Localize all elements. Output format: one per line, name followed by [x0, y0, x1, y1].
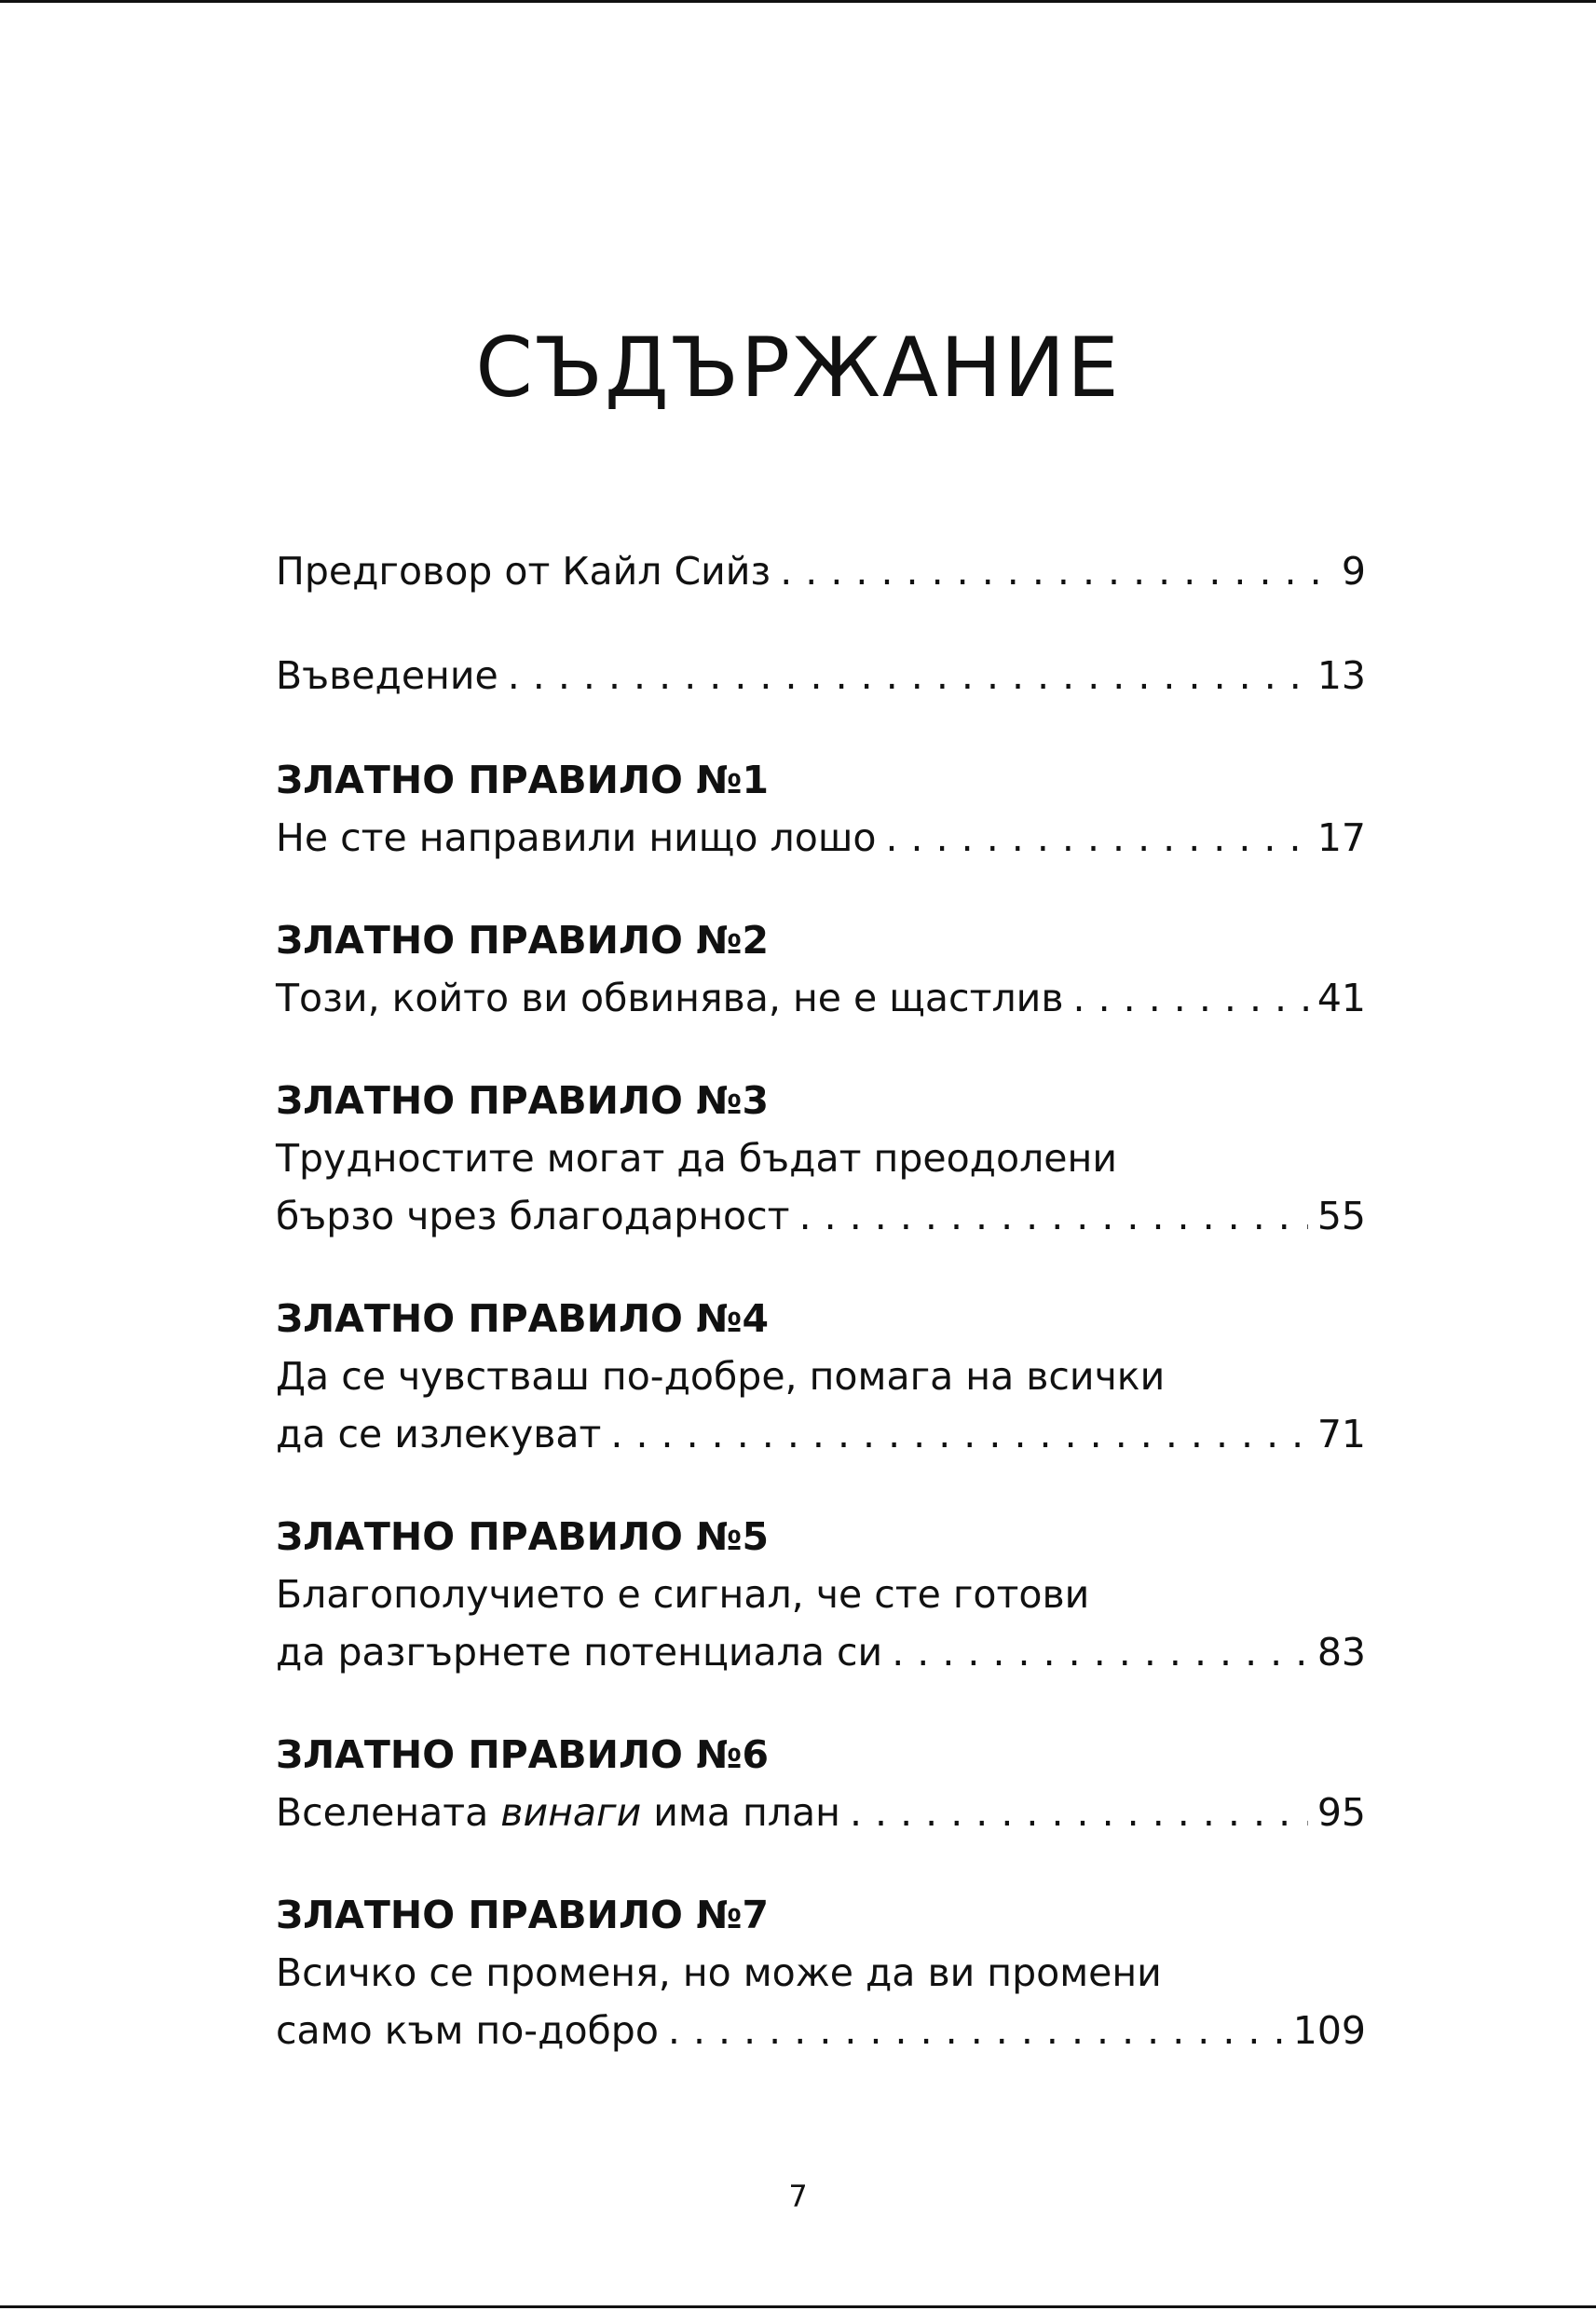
dot-leader: [668, 2002, 1284, 2059]
toc-entry-rule-3: [276, 1072, 1366, 1245]
toc-entry-introduction: [276, 647, 1366, 704]
toc-row[interactable]: [276, 2002, 1366, 2059]
toc-entry-title-line: Да се чувстваш по-добре, помага на всички: [276, 1354, 1166, 1399]
dot-leader: [885, 809, 1307, 867]
bottom-rule: [0, 2305, 1596, 2308]
toc-entry-title: Този, който ви обвинява, не е щастлив: [276, 976, 1064, 1020]
title-part: има план: [641, 1790, 840, 1835]
toc-chapter-heading: ЗЛАТНО ПРАВИЛО №5: [276, 1514, 770, 1559]
dot-leader: [799, 1187, 1308, 1245]
toc-entry-title-line: Благополучието е сигнал, че сте готови: [276, 1572, 1090, 1617]
toc-entry-title-line: Трудностите могат да бъдат преодолени: [276, 1136, 1117, 1181]
dot-leader: [610, 1405, 1307, 1463]
toc-page-number: 109: [1292, 2008, 1366, 2053]
toc-entry-title: да се излекуват: [276, 1412, 602, 1456]
toc-row[interactable]: [276, 542, 1366, 600]
toc-page-number: 9: [1341, 549, 1366, 594]
toc-entry-title: Предговор от Кайл Сийз: [276, 549, 771, 594]
toc-page-number: 71: [1316, 1412, 1366, 1456]
toc-entry-rule-6: [276, 1726, 1366, 1841]
toc-entry-title: Въведение: [276, 653, 498, 698]
toc-chapter-heading: ЗЛАТНО ПРАВИЛО №6: [276, 1732, 770, 1777]
toc-page-number: 83: [1316, 1630, 1366, 1675]
toc-row[interactable]: [276, 1187, 1366, 1245]
toc-entry-title: само към по-добро: [276, 2008, 659, 2053]
toc-page-number: 95: [1316, 1790, 1366, 1835]
toc-chapter-heading: ЗЛАТНО ПРАВИЛО №3: [276, 1078, 770, 1123]
toc-entry-rule-2: [276, 911, 1366, 1027]
table-of-contents: [276, 542, 1366, 2059]
dot-leader: [850, 1784, 1308, 1841]
dot-leader: [780, 542, 1332, 600]
toc-entry-rule-1: [276, 751, 1366, 867]
toc-row[interactable]: [276, 647, 1366, 704]
toc-entry-rule-4: [276, 1290, 1366, 1463]
page-number: 7: [788, 2179, 808, 2214]
dot-leader: [1073, 969, 1308, 1027]
toc-entry-rule-5: [276, 1508, 1366, 1681]
toc-row[interactable]: [276, 1405, 1366, 1463]
toc-row[interactable]: [276, 969, 1366, 1027]
toc-entry-title: бързо чрез благодарност: [276, 1194, 790, 1238]
title-emphasis: винаги: [500, 1790, 642, 1835]
toc-entry-title-line: Всичко се променя, но може да ви промени: [276, 1950, 1162, 1995]
dot-leader: [508, 647, 1308, 704]
toc-row[interactable]: [276, 1623, 1366, 1681]
toc-entry-title: Не сте направили нищо лошо: [276, 815, 877, 860]
toc-page-number: 17: [1316, 815, 1366, 860]
toc-entry-title: [276, 1784, 840, 1841]
toc-page-number: 55: [1316, 1194, 1366, 1238]
top-rule: [0, 0, 1596, 3]
toc-entry-preface: [276, 542, 1366, 600]
toc-row[interactable]: [276, 1784, 1366, 1841]
toc-page-number: 41: [1316, 976, 1366, 1020]
toc-page-number: 13: [1316, 653, 1366, 698]
title-part: Вселената: [276, 1790, 501, 1835]
toc-chapter-heading: ЗЛАТНО ПРАВИЛО №1: [276, 758, 770, 802]
toc-row[interactable]: [276, 809, 1366, 867]
toc-chapter-heading: ЗЛАТНО ПРАВИЛО №2: [276, 918, 770, 963]
toc-chapter-heading: ЗЛАТНО ПРАВИЛО №4: [276, 1296, 770, 1341]
page-title: СЪДЪРЖАНИЕ: [475, 320, 1121, 416]
toc-entry-title: да разгърнете потенциала си: [276, 1630, 883, 1675]
dot-leader: [892, 1623, 1308, 1681]
toc-chapter-heading: ЗЛАТНО ПРАВИЛО №7: [276, 1893, 770, 1937]
toc-entry-rule-7: [276, 1886, 1366, 2059]
